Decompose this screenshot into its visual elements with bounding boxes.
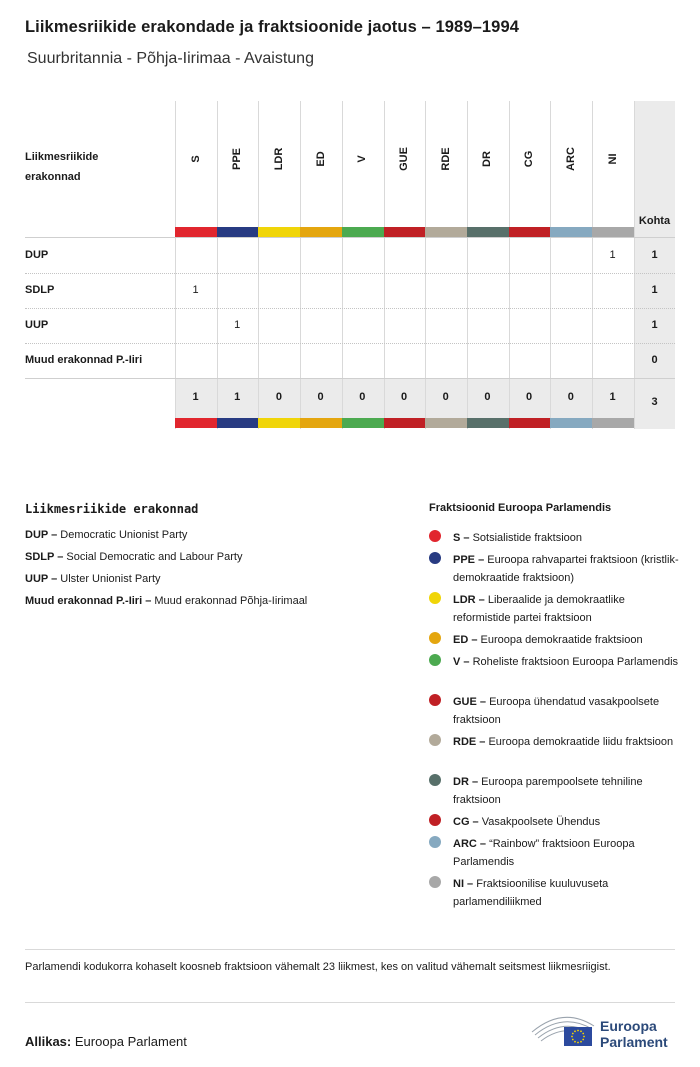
group-color-bar	[217, 227, 259, 237]
eu-star	[574, 1030, 576, 1032]
group-color-bar	[550, 227, 592, 237]
group-color-bar-bottom	[384, 418, 426, 428]
party-legend-item	[25, 573, 161, 585]
column-total: 0	[275, 391, 282, 403]
eu-star	[577, 1030, 579, 1032]
group-code: LDR	[272, 147, 285, 171]
separator: –	[476, 736, 489, 748]
row-total: 0	[651, 354, 658, 366]
row-total: 1	[651, 249, 658, 261]
group-abbr: GUE	[453, 696, 477, 708]
group-header-ni	[592, 101, 633, 226]
group-legend-text	[453, 631, 679, 649]
column-total: 1	[234, 391, 241, 403]
seat-count-cell: 1	[609, 249, 616, 261]
party-row-label: SDLP	[25, 284, 55, 296]
group-color-bar-bottom	[342, 418, 384, 428]
group-abbr: RDE	[453, 736, 477, 748]
logo-text	[600, 1018, 668, 1050]
party-legend-item	[25, 595, 307, 607]
separator: –	[54, 551, 67, 563]
group-header-rde	[425, 101, 466, 226]
page-title: Liikmesriikide erakondade ja fraktsioonide jaotus – 1989–1994	[25, 18, 519, 36]
group-color-bar	[592, 227, 634, 237]
header-rule	[25, 237, 675, 238]
separator: –	[469, 816, 482, 828]
separator: –	[460, 532, 473, 544]
divider	[25, 1002, 675, 1003]
group-code: DR	[481, 151, 494, 167]
eu-star	[572, 1033, 574, 1035]
column-total: 1	[192, 391, 199, 403]
group-name: Euroopa rahvapartei fraktsioon (kristlik-demokraatide fraktsioon)	[453, 554, 679, 584]
eu-star	[574, 1041, 576, 1043]
group-color-bar	[425, 227, 467, 237]
column-total: 1	[609, 391, 616, 403]
row-total: 1	[651, 319, 658, 331]
eu-star	[572, 1039, 574, 1041]
group-legend-text	[453, 835, 679, 871]
group-legend-text	[453, 529, 679, 547]
eu-star	[580, 1030, 582, 1032]
group-color-bar-bottom	[175, 418, 217, 428]
group-color-bar-bottom	[509, 418, 551, 428]
group-name: Euroopa ühendatud vasakpoolsete fraktsioon	[453, 696, 660, 726]
distribution-table	[25, 101, 675, 429]
group-legend-text	[453, 653, 679, 671]
column-total: 0	[317, 391, 324, 403]
separator: –	[475, 594, 488, 606]
eu-star	[582, 1033, 584, 1035]
group-color-bar-bottom	[217, 418, 259, 428]
party-legend-title: Liikmesriikide erakonnad	[25, 502, 199, 516]
party-abbr: Muud erakonnad P.-Iiri	[25, 595, 143, 607]
group-legend-text	[453, 773, 679, 809]
group-legend-title: Fraktsioonid Euroopa Parlamendis	[429, 502, 612, 514]
group-abbr: S	[453, 532, 461, 544]
group-abbr: V	[453, 656, 461, 668]
column-total: 0	[400, 391, 408, 403]
page-subtitle: Suurbritannia - Põhja-Iirimaa - Avaistung	[27, 50, 314, 67]
column-total: 0	[567, 391, 574, 403]
group-color-bar	[258, 227, 300, 237]
party-legend-item	[25, 529, 187, 541]
logo-line-2: Parlament	[600, 1034, 668, 1050]
party-name: Ulster Unionist Party	[60, 573, 161, 585]
group-name: Liberaalide ja demokraatlike reformistide partei fraktsioon	[453, 594, 625, 624]
group-abbr: NI	[453, 878, 464, 890]
group-color-dot	[429, 774, 441, 786]
group-code: CG	[523, 150, 536, 168]
row-header: Liikmesriikide erakonnad	[25, 151, 99, 183]
group-code: GUE	[398, 147, 410, 171]
party-name: Muud erakonnad Põhja-Iirimaal	[154, 595, 308, 607]
group-color-dot	[429, 632, 441, 644]
group-abbr: DR	[453, 776, 469, 788]
group-code: ARC	[564, 147, 577, 171]
group-header-cg	[509, 101, 550, 226]
group-abbr: ARC	[453, 838, 477, 850]
group-header-ed	[300, 101, 341, 226]
group-color-dot	[429, 694, 441, 706]
party-row-label: DUP	[25, 249, 49, 261]
group-color-dot	[429, 654, 441, 666]
eu-star	[580, 1041, 582, 1043]
group-name: Euroopa parempoolsete tehniline fraktsioon	[453, 776, 643, 806]
seat-count-cell: 1	[234, 319, 241, 331]
group-color-bar	[300, 227, 342, 237]
source-label: Allikas:	[25, 1034, 72, 1049]
column-total: 0	[442, 391, 449, 403]
group-abbr: PPE	[453, 554, 476, 566]
group-color-bar-bottom	[300, 418, 342, 428]
separator: –	[476, 838, 490, 850]
group-color-dot	[429, 592, 441, 604]
row-divider	[25, 343, 675, 344]
group-code: ED	[314, 151, 327, 167]
separator: –	[475, 554, 488, 566]
party-legend-item	[25, 551, 242, 563]
group-code: V	[356, 155, 369, 163]
group-color-bar-bottom	[550, 418, 592, 428]
seat-count-cell: 1	[192, 284, 199, 296]
group-legend-text	[453, 551, 679, 587]
group-color-bar	[467, 227, 509, 237]
group-color-bar	[342, 227, 384, 237]
column-total: 0	[526, 391, 533, 403]
group-code: PPE	[231, 147, 244, 171]
group-name: “Rainbow” fraktsioon Euroopa Parlamendis	[453, 838, 635, 868]
separator: –	[142, 595, 155, 607]
group-name: Fraktsioonilise kuuluvuseta parlamendiliikmed	[453, 878, 609, 908]
total-column-header: Kohta	[638, 215, 671, 227]
group-name: Roheliste fraktsioon Euroopa Parlamendis	[472, 656, 679, 668]
group-name: Euroopa demokraatide fraktsioon	[480, 634, 643, 646]
row-divider	[25, 273, 675, 274]
separator: –	[48, 573, 61, 585]
column-total: 0	[359, 391, 366, 403]
group-color-bar	[175, 227, 217, 237]
row-total: 1	[651, 284, 658, 296]
group-color-bar-bottom	[425, 418, 467, 428]
column-total: 0	[484, 391, 491, 403]
party-abbr: SDLP	[25, 551, 55, 563]
group-name: Euroopa demokraatide liidu fraktsioon	[488, 736, 674, 748]
group-abbr: LDR	[453, 594, 476, 606]
group-legend-text	[453, 591, 679, 627]
group-header-dr	[467, 101, 508, 226]
eu-star	[583, 1036, 585, 1038]
eu-star	[582, 1039, 584, 1041]
separator: –	[468, 634, 481, 646]
source-value: Euroopa Parlament	[74, 1034, 187, 1049]
group-color-bar	[384, 227, 426, 237]
eu-star	[571, 1036, 573, 1038]
group-color-dot	[429, 734, 441, 746]
separator: –	[48, 529, 61, 541]
group-color-dot	[429, 836, 441, 848]
grand-total: 3	[651, 396, 658, 408]
group-color-bar-bottom	[258, 418, 300, 428]
party-name: Social Democratic and Labour Party	[66, 551, 243, 563]
separator: –	[460, 656, 473, 668]
row-divider	[25, 308, 675, 309]
group-header-ppe	[217, 101, 258, 226]
group-header-arc	[550, 101, 591, 226]
group-abbr: ED	[453, 634, 469, 646]
source	[25, 1034, 187, 1049]
party-row-label: Muud erakonnad P.-Iiri	[25, 354, 143, 366]
group-color-dot	[429, 876, 441, 888]
group-header-s	[175, 101, 216, 226]
eu-star	[577, 1042, 579, 1044]
party-abbr: DUP	[25, 529, 49, 541]
column-divider	[634, 101, 635, 429]
separator: –	[464, 878, 477, 890]
group-legend-text	[453, 875, 679, 911]
group-color-bar	[509, 227, 551, 237]
group-color-dot	[429, 552, 441, 564]
party-name: Democratic Unionist Party	[60, 529, 188, 541]
divider	[25, 949, 675, 950]
separator: –	[468, 776, 482, 788]
logo-line-1: Euroopa	[600, 1018, 657, 1034]
group-legend-text	[453, 813, 679, 831]
group-color-dot	[429, 530, 441, 542]
group-legend-text	[453, 733, 679, 751]
total-column-background	[634, 101, 675, 429]
footnote: Parlamendi kodukorra kohaselt koosneb fraktsioon vähemalt 23 liikmest, kes on valitud vähemalt seitsmest liikmesriigist.	[25, 961, 611, 973]
group-name: Vasakpoolsete Ühendus	[481, 816, 601, 828]
group-header-ldr	[258, 101, 299, 226]
group-code: NI	[606, 153, 619, 165]
group-header-v	[342, 101, 383, 226]
group-legend-text	[453, 693, 679, 729]
group-header-gue	[384, 101, 425, 226]
group-color-bar-bottom	[467, 418, 509, 428]
separator: –	[476, 696, 490, 708]
group-code: S	[189, 155, 202, 163]
party-row-label: UUP	[25, 319, 49, 331]
party-abbr: UUP	[25, 573, 49, 585]
group-color-bar-bottom	[592, 418, 634, 428]
totals-rule	[25, 378, 675, 379]
group-code: RDE	[439, 147, 452, 171]
group-color-dot	[429, 814, 441, 826]
group-name: Sotsialistide fraktsioon	[472, 532, 583, 544]
group-abbr: CG	[453, 816, 470, 828]
